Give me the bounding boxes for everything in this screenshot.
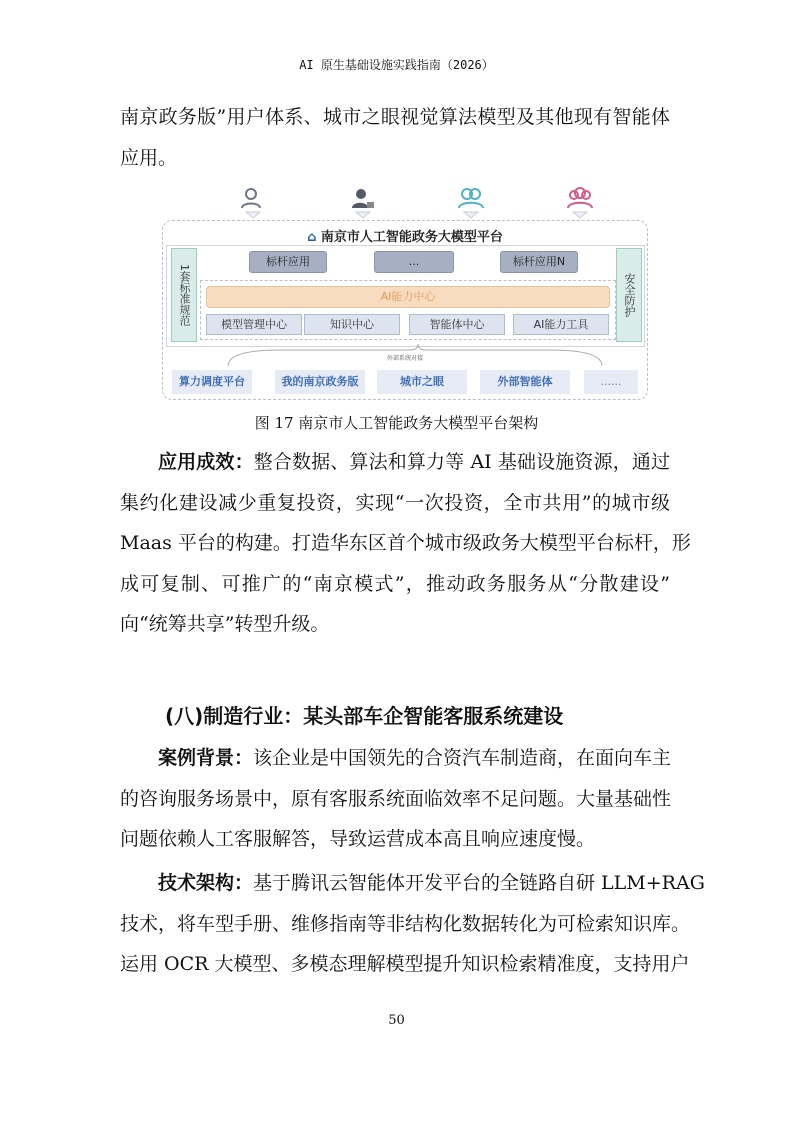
external-label: 外部系统对接: [386, 355, 423, 362]
text-line: 南京政务版”用户体系、城市之眼视觉算法模型及其他现有智能体: [120, 106, 670, 128]
text-line: 技术，将车型手册、维修指南等非结构化数据转化为可检索知识库。: [120, 912, 691, 935]
text-line: 基于腾讯云智能体开发平台的全链路自研 LLM+RAG: [253, 872, 705, 894]
diagram-title: [160, 226, 650, 245]
results-paragraph: [120, 442, 691, 645]
text-line: 成可复制、可推广的“南京模式”，推动政务服务从“分散建设”: [120, 572, 670, 595]
text-line: 向“统筹共享”转型升级。: [120, 613, 330, 635]
text-line: 运用 OCR 大模型、多模态理解模型提升知识检索精准度，支持用户: [120, 953, 690, 975]
security-box: 安全防护: [616, 248, 642, 342]
text-line: 的咨询服务场景中，原有客服系统面临效率不足问题。大量基础性: [120, 787, 672, 810]
text-line: 该企业是中国领先的合资汽车制造商，在面向车主: [253, 747, 672, 769]
paragraph-key: 技术架构：: [158, 872, 254, 894]
module-box: 智能体中心: [409, 314, 505, 335]
module-box: 知识中心: [304, 314, 400, 335]
background-paragraph: [120, 738, 670, 860]
standards-box: 1套标准规范: [171, 248, 197, 342]
official-icon: [348, 186, 378, 220]
external-box: 城市之眼: [377, 370, 467, 394]
house-icon: ⌂: [307, 230, 317, 245]
citizens-icon: [565, 186, 595, 220]
intro-paragraph: [120, 97, 670, 178]
paragraph-key: 应用成效：: [158, 451, 254, 473]
figure-caption: 图 17 南京市人工智能政务大模型平台架构: [254, 414, 539, 432]
architecture-paragraph: [120, 863, 705, 985]
external-box: 我的南京政务版: [275, 370, 365, 394]
app-box: ...: [374, 251, 454, 273]
module-box: 模型管理中心: [206, 314, 302, 335]
user-icon: [238, 186, 268, 220]
app-box: 标杆应用N: [500, 251, 578, 273]
running-header: AI 原生基础设施实践指南（2026）: [299, 58, 494, 72]
text-line: 整合数据、算法和算力等 AI 基础设施资源，通过: [253, 451, 670, 473]
external-box: 外部智能体: [480, 370, 570, 394]
page-number: 50: [388, 1013, 405, 1028]
external-box: 算力调度平台: [172, 370, 252, 394]
text-line: 集约化建设减少重复投资，实现“一次投资，全市共用”的城市级: [120, 491, 670, 514]
text-line: 问题依赖人工客服解答，导致运营成本高且响应速度慢。: [120, 828, 596, 850]
module-box: AI能力工具: [513, 314, 609, 335]
diagram-title-text: 南京市人工智能政务大模型平台: [320, 230, 503, 245]
architecture-diagram: [160, 182, 650, 400]
app-box: 标杆应用: [249, 251, 327, 273]
external-box: ......: [584, 370, 638, 394]
section-heading: (八)制造行业：某头部车企智能客服系统建设: [165, 704, 564, 728]
text-line: Maas 平台的构建。打造华东区首个城市级政务大模型平台标杆，形: [120, 532, 691, 554]
group-icon: [456, 186, 486, 220]
paragraph-key: 案例背景：: [158, 747, 254, 769]
ai-center-box: AI能力中心: [206, 286, 610, 308]
text-line: 应用。: [120, 146, 178, 169]
